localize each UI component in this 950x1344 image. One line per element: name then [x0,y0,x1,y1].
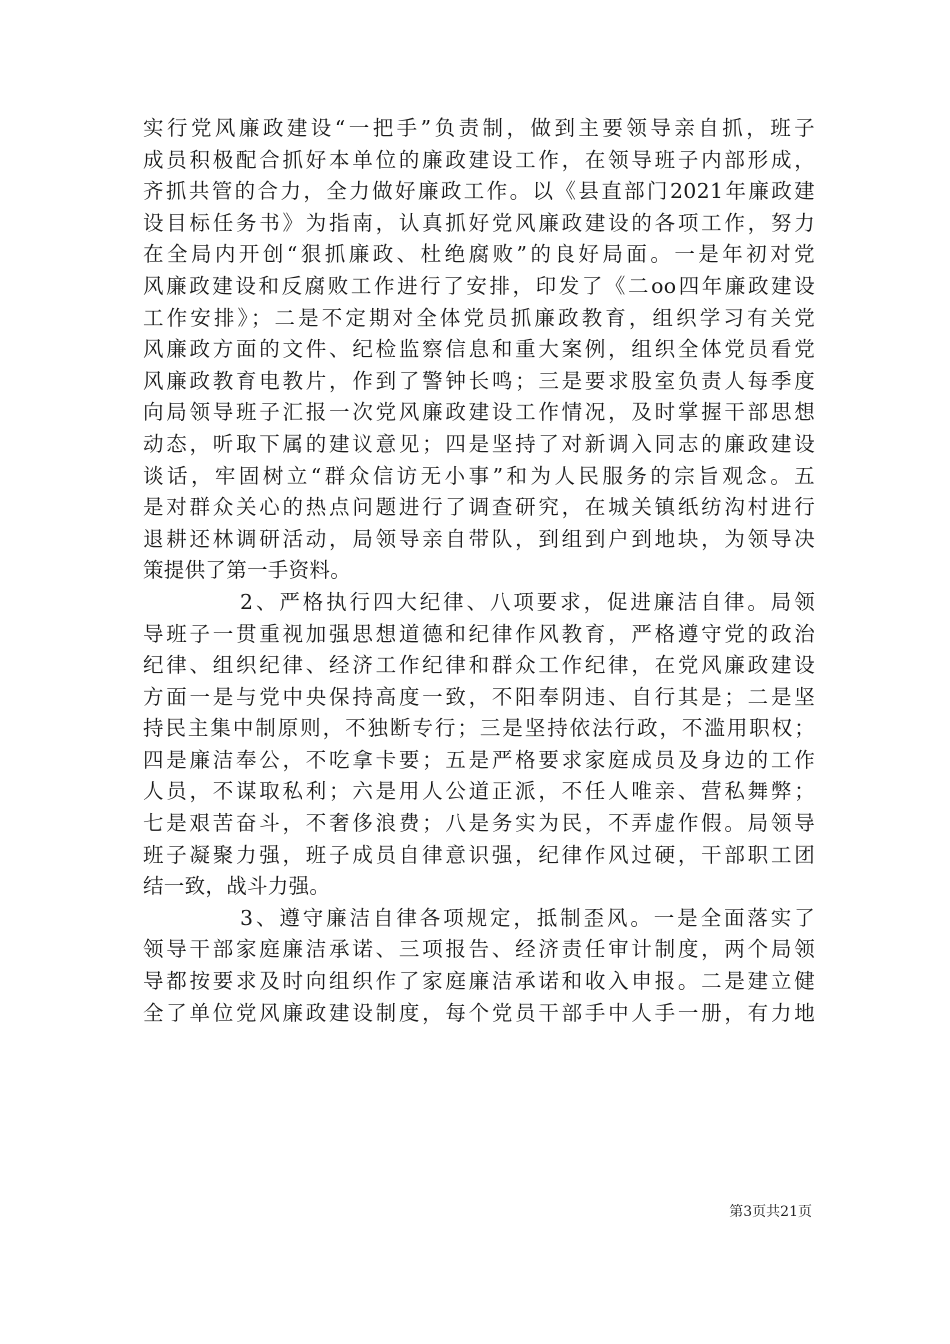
paragraph-1-line-15: 策提供了第一手资料。 [143,558,351,583]
document-body [143,113,815,1029]
paragraph-1-line-3: 齐抓共管的合力，全力做好廉政工作。以《县直部门2021年廉政建 [143,179,815,204]
paragraph-2-line-8: 七是艰苦奋斗，不奢侈浪费；八是务实为民，不弄虚作假。局领导 [143,811,815,836]
paragraph-1-line-6: 风廉政建设和反腐败工作进行了安排，印发了《二oo四年廉政建设 [143,273,815,298]
paragraph-1-line-8: 风廉政方面的文件、纪检监察信息和重大案例，组织全体党员看党 [143,337,815,362]
paragraph-2-line-4: 方面一是与党中央保持高度一致，不阳奉阴违、自行其是；二是坚 [143,684,815,709]
paragraph-3-line-3: 导都按要求及时向组织作了家庭廉洁承诺和收入申报。二是建立健 [143,969,815,994]
paragraph-1-line-2: 成员积极配合抓好本单位的廉政建设工作，在领导班子内部形成， [143,147,815,172]
paragraph-2-line-6: 四是廉洁奉公，不吃拿卡要；五是严格要求家庭成员及身边的工作 [143,747,815,772]
page-number-footer: 第3页共21页 [729,1204,812,1220]
paragraph-1-line-10: 向局领导班子汇报一次党风廉政建设工作情况，及时掌握干部思想 [143,400,815,425]
paragraph-3-line-2: 领导干部家庭廉洁承诺、三项报告、经济责任审计制度，两个局领 [143,937,815,962]
paragraph-3-line-4: 全了单位党风廉政建设制度，每个党员干部手中人手一册，有力地 [143,1000,815,1025]
paragraph-1-line-11: 动态，听取下属的建议意见；四是坚持了对新调入同志的廉政建设 [143,431,815,456]
paragraph-2-line-7: 人员，不谋取私利；六是用人公道正派，不任人唯亲、营私舞弊； [143,779,815,804]
paragraph-2-line-3: 纪律、组织纪律、经济工作纪律和群众工作纪律，在党风廉政建设 [143,653,815,678]
paragraph-1-line-5: 在全局内开创“狠抓廉政、杜绝腐败”的良好局面。一是年初对党 [143,242,815,267]
paragraph-2-line-5: 持民主集中制原则，不独断专行；三是坚持依法行政，不滥用职权； [143,716,815,741]
paragraph-1-line-14: 退耕还林调研活动，局领导亲自带队，到组到户到地块，为领导决 [143,526,815,551]
paragraph-2-line-10: 结一致，战斗力强。 [143,874,331,899]
paragraph-2-line-9: 班子凝聚力强，班子成员自律意识强，纪律作风过硬，干部职工团 [143,842,815,867]
paragraph-1-line-9: 风廉政教育电教片，作到了警钟长鸣；三是要求股室负责人每季度 [143,368,815,393]
paragraph-1-line-7: 工作安排》；二是不定期对全体党员抓廉政教育，组织学习有关党 [143,305,815,330]
paragraph-3-heading-line: 3、遵守廉洁自律各项规定，抵制歪风。一是全面落实了 [240,905,815,930]
paragraph-1-line-1: 实行党风廉政建设“一把手”负责制，做到主要领导亲自抓，班子 [143,116,815,140]
paragraph-1-line-13: 是对群众关心的热点问题进行了调查研究，在城关镇纸纺沟村进行 [143,495,815,520]
paragraph-2-line-2: 导班子一贯重视加强思想道德和纪律作风教育，严格遵守党的政治 [143,621,815,646]
paragraph-2-heading-line: 2、严格执行四大纪律、八项要求，促进廉洁自律。局领 [240,589,815,614]
paragraph-1-line-4: 设目标任务书》为指南，认真抓好党风廉政建设的各项工作，努力 [143,210,815,235]
paragraph-1-line-12: 谈话，牢固树立“群众信访无小事”和为人民服务的宗旨观念。五 [143,463,815,488]
